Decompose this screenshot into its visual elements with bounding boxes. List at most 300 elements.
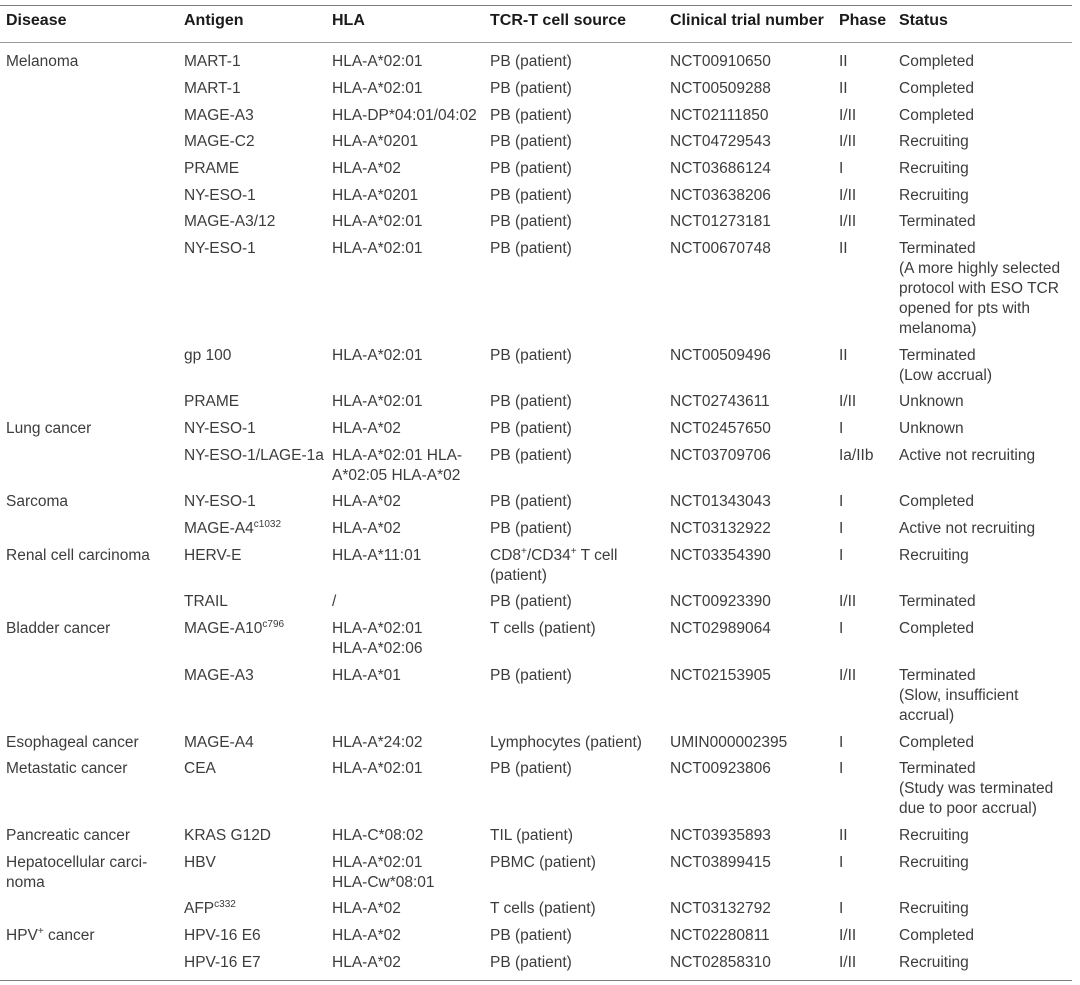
cell-text: Completed xyxy=(899,927,974,944)
cell-text: melanoma) xyxy=(899,320,977,337)
cell-line xyxy=(490,132,572,152)
antigen-cell xyxy=(184,159,239,179)
cell-text: Completed xyxy=(899,620,974,637)
cell-line xyxy=(839,346,848,366)
cell-text: CEA xyxy=(184,760,216,777)
trial-number-cell xyxy=(670,419,771,439)
antigen-cell xyxy=(184,212,275,232)
cell-text: PBMC (patient) xyxy=(490,854,596,871)
cell-line xyxy=(839,733,843,753)
cell-text: II xyxy=(839,347,848,364)
status-cell xyxy=(899,759,1053,819)
cell-line xyxy=(899,926,974,946)
hla-cell xyxy=(332,159,401,179)
antigen-cell xyxy=(184,733,254,753)
cell-line xyxy=(184,546,241,566)
antigen-cell xyxy=(184,419,256,439)
antigen-cell xyxy=(184,132,255,152)
source-cell xyxy=(490,239,572,259)
antigen-cell xyxy=(184,666,254,686)
source-cell xyxy=(490,446,572,466)
cell-text: NCT02743611 xyxy=(670,393,770,410)
cell-line xyxy=(184,239,256,259)
cell-text: A*02:05 HLA-A*02 xyxy=(332,467,461,484)
antigen-cell xyxy=(184,953,261,973)
cell-text: NCT03709706 xyxy=(670,447,771,464)
cell-text: PB (patient) xyxy=(490,493,572,510)
cell-text: HPV-16 E7 xyxy=(184,954,261,971)
cell-line xyxy=(332,826,423,846)
cell-text: Recruiting xyxy=(899,160,969,177)
hla-cell xyxy=(332,733,422,753)
source-cell xyxy=(490,666,572,686)
superscript: c332 xyxy=(214,899,236,910)
cell-text: HLA-A*02:01 HLA- xyxy=(332,447,463,464)
cell-text: II xyxy=(839,80,848,97)
cell-line xyxy=(184,132,255,152)
cell-line xyxy=(899,212,976,232)
cell-text: I/II xyxy=(839,107,857,124)
status-cell xyxy=(899,392,964,412)
cell-line xyxy=(839,392,856,412)
cell-text: NY-ESO-1 xyxy=(184,493,256,510)
cell-text: Active not recruiting xyxy=(899,447,1036,464)
cell-text: NY-ESO-1 xyxy=(184,240,256,257)
cell-text: HLA-A*02:01 xyxy=(332,213,423,230)
cell-text: Lymphocytes (patient) xyxy=(490,734,642,751)
antigen-cell xyxy=(184,826,271,846)
cell-line xyxy=(184,212,275,232)
trial-number-cell xyxy=(670,492,771,512)
trial-number-cell xyxy=(670,853,771,873)
antigen-cell xyxy=(184,546,241,566)
cell-text: NCT04729543 xyxy=(670,133,771,150)
cell-text: NCT01343043 xyxy=(670,493,771,510)
phase-cell xyxy=(839,106,856,126)
hla-cell xyxy=(332,492,401,512)
status-cell xyxy=(899,953,969,973)
cell-line xyxy=(839,899,843,919)
cell-line xyxy=(332,546,421,566)
cell-text: HPV xyxy=(6,927,38,944)
source-cell xyxy=(490,52,572,72)
header-disease: Disease xyxy=(6,12,67,29)
source-cell xyxy=(490,853,596,873)
antigen-cell xyxy=(184,239,256,259)
cell-line xyxy=(670,52,771,72)
antigen-cell xyxy=(184,106,254,126)
phase-cell xyxy=(839,592,856,612)
cell-line xyxy=(899,79,974,99)
cell-line xyxy=(670,346,771,366)
cell-text: MART-1 xyxy=(184,53,241,70)
cell-line xyxy=(332,212,422,232)
cell-line xyxy=(6,619,110,639)
cell-line xyxy=(332,446,462,466)
cell-line xyxy=(670,899,771,919)
cell-text: NY-ESO-1 xyxy=(184,187,256,204)
superscript: + xyxy=(37,926,44,937)
hla-cell xyxy=(332,212,422,232)
cell-text: I/II xyxy=(839,133,857,150)
antigen-cell xyxy=(184,492,256,512)
header-rule xyxy=(0,42,1072,43)
trial-number-cell xyxy=(670,899,771,919)
hla-cell xyxy=(332,853,435,893)
header-antigen: Antigen xyxy=(184,12,244,29)
cell-line xyxy=(490,899,596,919)
cell-line xyxy=(670,619,771,639)
cell-line xyxy=(839,186,856,206)
cell-line xyxy=(6,853,147,873)
cell-line xyxy=(670,419,771,439)
cell-text: NCT03638206 xyxy=(670,187,771,204)
cell-line xyxy=(332,619,422,639)
cell-line xyxy=(6,492,68,512)
cell-line xyxy=(490,619,596,639)
cell-text: I xyxy=(839,854,844,871)
cell-line xyxy=(899,759,1053,779)
status-cell xyxy=(899,619,974,639)
cell-line xyxy=(899,346,992,366)
cell-text: Recruiting xyxy=(899,133,969,150)
cell-line xyxy=(670,212,771,232)
cell-text: PB (patient) xyxy=(490,593,572,610)
cell-text: I xyxy=(839,160,844,177)
cell-line xyxy=(490,159,572,179)
antigen-cell xyxy=(184,592,228,612)
cell-line xyxy=(839,826,848,846)
cell-text: MAGE-A3/12 xyxy=(184,213,276,230)
cell-line xyxy=(839,592,856,612)
trial-number-cell xyxy=(670,953,771,973)
source-cell xyxy=(490,826,573,846)
table-top-rule xyxy=(0,5,1072,6)
trial-number-cell xyxy=(670,446,771,466)
cell-text: I/II xyxy=(839,667,857,684)
cell-line xyxy=(332,873,435,893)
cell-line xyxy=(184,519,281,539)
cell-text: HLA-A*02 xyxy=(332,420,401,437)
phase-cell xyxy=(839,953,856,973)
cell-text: I xyxy=(839,620,844,637)
status-cell xyxy=(899,132,969,152)
cell-text: Sarcoma xyxy=(6,493,69,510)
header-hla: HLA xyxy=(332,12,365,29)
trial-number-cell xyxy=(670,132,771,152)
cell-text: I xyxy=(839,760,844,777)
cell-text: PB (patient) xyxy=(490,80,572,97)
cell-text: T cells (patient) xyxy=(490,900,596,917)
cell-line xyxy=(839,212,856,232)
cell-text: (patient) xyxy=(490,567,547,584)
cell-text: Terminated xyxy=(899,240,976,257)
cell-line xyxy=(332,759,422,779)
cell-text: I/II xyxy=(839,593,857,610)
cell-text: (Low accrual) xyxy=(899,367,993,384)
cell-text: TIL (patient) xyxy=(490,827,573,844)
cell-line xyxy=(490,519,572,539)
cell-line xyxy=(899,259,1060,279)
cell-text: Completed xyxy=(899,734,974,751)
cell-text: HLA-A*02:01 xyxy=(332,760,423,777)
cell-line xyxy=(332,52,422,72)
cell-text: HLA-A*02:01 xyxy=(332,393,423,410)
cell-line xyxy=(332,132,418,152)
cell-text: HLA-A*02 xyxy=(332,160,401,177)
cell-line xyxy=(184,492,256,512)
phase-cell xyxy=(839,239,848,259)
cell-text: Active not recruiting xyxy=(899,520,1036,537)
cell-line xyxy=(839,519,843,539)
cell-line xyxy=(6,733,139,753)
phase-cell xyxy=(839,619,843,639)
cell-line xyxy=(184,592,228,612)
status-cell xyxy=(899,79,974,99)
hla-cell xyxy=(332,392,422,412)
cell-line xyxy=(899,799,1053,819)
hla-cell xyxy=(332,132,418,152)
cell-line xyxy=(670,592,771,612)
cell-line xyxy=(184,953,261,973)
cell-text: HLA-A*02 xyxy=(332,900,401,917)
hla-cell xyxy=(332,619,422,659)
superscript: + xyxy=(570,546,577,557)
hla-cell xyxy=(332,899,401,919)
cell-line xyxy=(839,546,843,566)
cell-text: (A more highly selected xyxy=(899,260,1061,277)
cell-text: PB (patient) xyxy=(490,213,572,230)
cell-line xyxy=(6,826,130,846)
cell-line xyxy=(670,519,771,539)
cell-text: PB (patient) xyxy=(490,760,572,777)
cell-line xyxy=(899,446,1035,466)
cell-line xyxy=(490,346,572,366)
source-cell xyxy=(490,132,572,152)
cell-text: / xyxy=(332,593,337,610)
cell-text: Recruiting xyxy=(899,900,969,917)
hla-cell xyxy=(332,419,401,439)
cell-text: HLA-A*02:06 xyxy=(332,640,423,657)
source-cell xyxy=(490,899,596,919)
cell-text: NY-ESO-1/LAGE-1a xyxy=(184,447,324,464)
cell-text: HLA-A*0201 xyxy=(332,133,419,150)
cell-text: HLA-A*02:01 xyxy=(332,854,423,871)
cell-line xyxy=(184,186,256,206)
cell-line xyxy=(6,52,78,72)
cell-text: PB (patient) xyxy=(490,107,572,124)
status-cell xyxy=(899,239,1060,339)
cell-line xyxy=(332,853,435,873)
header-phase: Phase xyxy=(839,12,887,29)
cell-line xyxy=(839,492,843,512)
cell-text: HLA-A*02 xyxy=(332,493,401,510)
cell-line xyxy=(490,239,572,259)
cell-text: HLA-A*02:01 xyxy=(332,347,423,364)
cell-line xyxy=(184,79,241,99)
phase-cell xyxy=(839,666,856,686)
cell-text: NCT01273181 xyxy=(670,213,771,230)
phase-cell xyxy=(839,52,848,72)
cell-text: NCT02457650 xyxy=(670,420,771,437)
source-cell xyxy=(490,79,572,99)
cell-text: PB (patient) xyxy=(490,133,572,150)
cell-line xyxy=(670,446,771,466)
source-cell xyxy=(490,953,572,973)
status-cell xyxy=(899,52,974,72)
cell-line xyxy=(184,392,239,412)
cell-line xyxy=(332,519,401,539)
disease-cell xyxy=(6,52,78,72)
cell-text: HBV xyxy=(184,854,216,871)
header-status: Status xyxy=(899,12,948,29)
antigen-cell xyxy=(184,52,241,72)
cell-line xyxy=(670,733,787,753)
cell-text: Completed xyxy=(899,53,974,70)
cell-line xyxy=(899,733,974,753)
cell-text: gp 100 xyxy=(184,347,232,364)
cell-line xyxy=(670,239,771,259)
antigen-cell xyxy=(184,392,239,412)
status-cell xyxy=(899,853,969,873)
source-cell xyxy=(490,159,572,179)
cell-text: PRAME xyxy=(184,160,240,177)
cell-line xyxy=(332,79,422,99)
cell-line xyxy=(490,926,572,946)
cell-line xyxy=(899,106,974,126)
cell-line xyxy=(839,759,843,779)
cell-line xyxy=(490,733,642,753)
cell-text: PB (patient) xyxy=(490,393,572,410)
superscript: c796 xyxy=(262,619,285,630)
source-cell xyxy=(490,592,572,612)
cell-text: Recruiting xyxy=(899,187,969,204)
status-cell xyxy=(899,159,969,179)
cell-text: NCT03935893 xyxy=(670,827,771,844)
cell-text: NCT00923806 xyxy=(670,760,771,777)
cell-text: due to poor accrual) xyxy=(899,800,1037,817)
cell-line xyxy=(899,132,969,152)
antigen-cell xyxy=(184,346,231,366)
cell-line xyxy=(184,853,216,873)
cell-text: MAGE-A4 xyxy=(184,734,254,751)
status-cell xyxy=(899,899,969,919)
cell-line xyxy=(332,666,401,686)
source-cell xyxy=(490,926,572,946)
trial-number-cell xyxy=(670,239,771,259)
cell-line xyxy=(670,132,771,152)
cell-line xyxy=(899,953,969,973)
cell-text: PB (patient) xyxy=(490,240,572,257)
cell-text: TRAIL xyxy=(184,593,228,610)
cell-text: Hepatocellular carci- xyxy=(6,854,148,871)
hla-cell xyxy=(332,759,422,779)
cell-text: HLA-A*02:01 xyxy=(332,620,423,637)
disease-cell xyxy=(6,853,147,893)
cell-text: HLA-A*11:01 xyxy=(332,547,422,564)
cell-text: PB (patient) xyxy=(490,53,572,70)
cell-line xyxy=(670,759,771,779)
hla-cell xyxy=(332,346,422,366)
cell-line xyxy=(670,492,771,512)
cell-line xyxy=(490,592,572,612)
trial-number-cell xyxy=(670,212,771,232)
cell-line xyxy=(670,159,771,179)
status-cell xyxy=(899,519,1035,539)
status-cell xyxy=(899,826,969,846)
cell-text: I xyxy=(839,547,844,564)
cell-line xyxy=(839,239,848,259)
status-cell xyxy=(899,492,974,512)
cell-text: HERV-E xyxy=(184,547,242,564)
cell-line xyxy=(332,419,401,439)
cell-text: Terminated xyxy=(899,347,976,364)
hla-cell xyxy=(332,953,401,973)
cell-line xyxy=(899,592,976,612)
cell-text: II xyxy=(839,827,848,844)
cell-text: HLA-C*08:02 xyxy=(332,827,424,844)
cell-line xyxy=(670,186,771,206)
cell-text: Completed xyxy=(899,493,974,510)
cell-line xyxy=(490,419,572,439)
status-cell xyxy=(899,212,976,232)
source-cell xyxy=(490,759,572,779)
cell-text: (Slow, insufficient xyxy=(899,687,1019,704)
trial-number-cell xyxy=(670,186,771,206)
cell-line xyxy=(490,853,596,873)
hla-cell xyxy=(332,546,421,566)
cell-line xyxy=(899,492,974,512)
cell-text: HLA-Cw*08:01 xyxy=(332,874,435,891)
cell-text: I xyxy=(839,520,844,537)
cell-line xyxy=(490,666,572,686)
cell-line xyxy=(332,159,401,179)
source-cell xyxy=(490,212,572,232)
status-cell xyxy=(899,666,1018,726)
cell-line xyxy=(899,319,1060,339)
cell-line xyxy=(490,492,572,512)
cell-text: NCT03132922 xyxy=(670,520,771,537)
cell-text: I/II xyxy=(839,213,857,230)
hla-cell xyxy=(332,666,401,686)
hla-cell xyxy=(332,186,418,206)
antigen-cell xyxy=(184,899,236,919)
cell-text: NCT00509288 xyxy=(670,80,771,97)
source-cell xyxy=(490,392,572,412)
cell-text: Unknown xyxy=(899,393,964,410)
cell-line xyxy=(670,666,771,686)
cell-text: HLA-A*24:02 xyxy=(332,734,423,751)
source-cell xyxy=(490,346,572,366)
status-cell xyxy=(899,546,969,566)
cell-line xyxy=(899,52,974,72)
cell-text: Completed xyxy=(899,80,974,97)
source-cell xyxy=(490,546,617,586)
cell-text: NCT03354390 xyxy=(670,547,771,564)
cell-line xyxy=(332,639,422,659)
cell-line xyxy=(332,392,422,412)
cell-line xyxy=(6,546,150,566)
cell-line xyxy=(839,926,856,946)
cell-line xyxy=(184,619,284,639)
cell-line xyxy=(899,239,1060,259)
phase-cell xyxy=(839,212,856,232)
cell-text: PB (patient) xyxy=(490,954,572,971)
antigen-cell xyxy=(184,79,241,99)
hla-cell xyxy=(332,519,401,539)
cell-line xyxy=(670,546,771,566)
status-cell xyxy=(899,446,1035,466)
